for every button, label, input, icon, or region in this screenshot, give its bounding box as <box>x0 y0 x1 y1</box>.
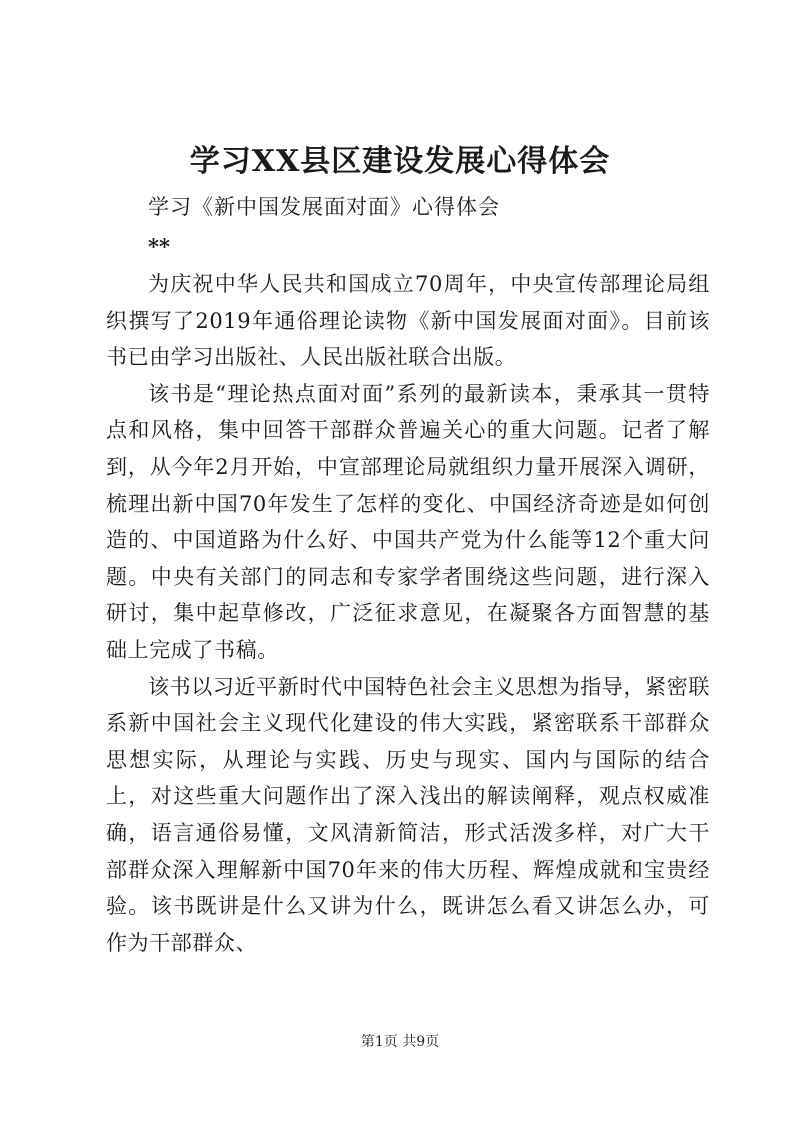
paragraph: 该书是“理论热点面对面”系列的最新读本，秉承其一贯特点和风格，集中回答干部群众普遍关心的重大问题。记者了解到，从今年2月开始，中宣部理论局就组织力量开展深入调研，梳理出新中国70年发生了怎样的变化、中国经济奇迹是如何创造的、中国道路为什么好、中国共产党为什么能等12个重大问题。中央有关部门的同志和专家学者围绕这些问题，进行深入研讨，集中起草修改，广泛征求意见，在凝聚各方面智慧的基础上完成了书稿。 <box>106 381 710 662</box>
page-footer: 第1页 共9页 <box>360 1034 440 1050</box>
document-subtitle: 学习《新中国发展面对面》心得体会 <box>148 195 500 219</box>
paragraph: 为庆祝中华人民共和国成立70周年，中央宣传部理论局组织撰写了2019年通俗理论读物《新中国发展面对面》。目前该书已由学习出版社、人民出版社联合出版。 <box>106 272 710 370</box>
paragraph: 该书以习近平新时代中国特色社会主义思想为指导，紧密联系新中国社会主义现代化建设的伟大实践，紧密联系干部群众思想实际，从理论与实践、历史与现实、国内与国际的结合上，对这些重大问题作出了深入浅出的解读阐释，观点权威准确，语言通俗易懂，文风清新简洁，形式活泼多样，对广大干部群众深入理解新中国70年来的伟大历程、辉煌成就和宝贵经验。该书既讲是什么又讲为什么，既讲怎么看又讲怎么办，可作为干部群众、 <box>106 674 710 955</box>
author-line: ** <box>148 234 170 259</box>
document-title: 学习XX县区建设发展心得体会 <box>189 144 611 179</box>
document-body <box>106 266 710 961</box>
